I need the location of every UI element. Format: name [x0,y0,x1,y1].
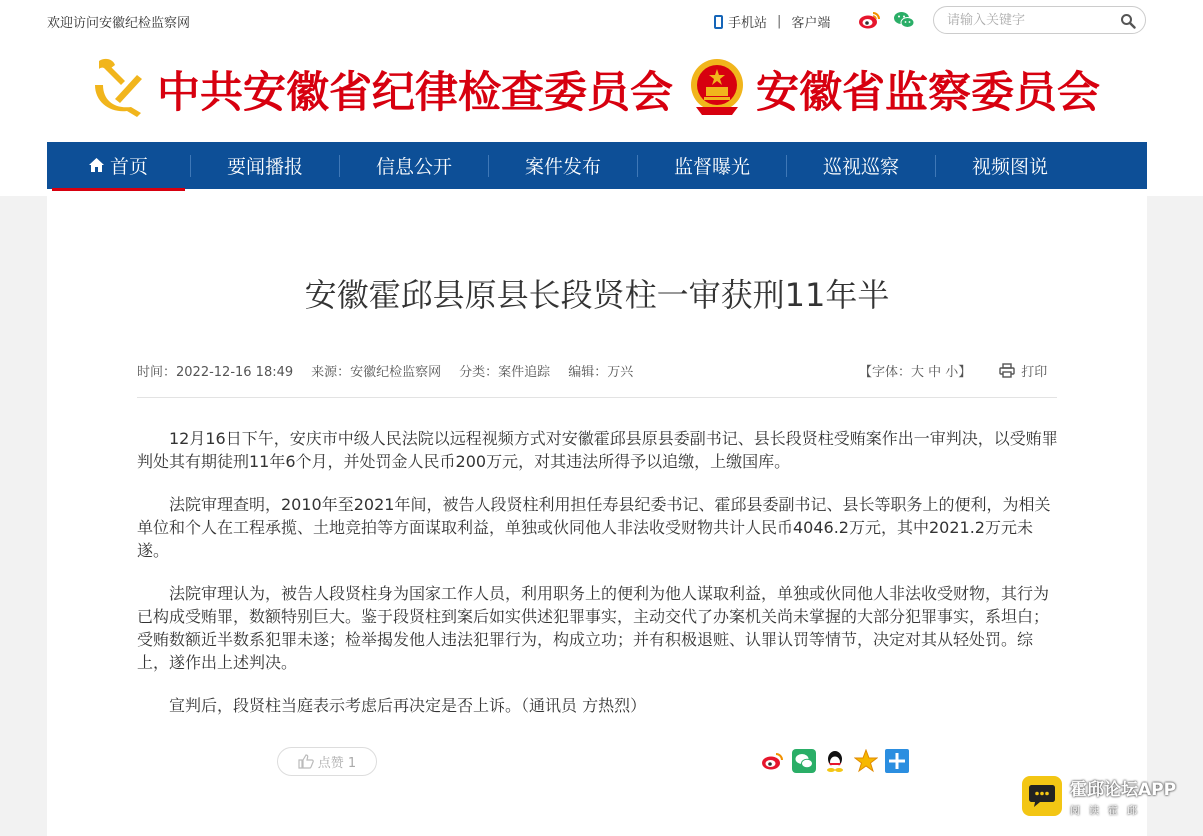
app-name: 霍邱论坛APP [1070,780,1177,800]
article-paragraph: 法院审理查明，2010年至2021年间，被告人段贤柱利用担任寿县纪委书记、霍邱县委副书记、县长等职务上的便利，为相关单位和个人在工程承揽、土地竞拍等方面谋取利益，单独或伙同他人非法收受财物共计人民币4046.2万元，其中2021.2万元未遂。 [137,495,1051,560]
cpc-commission-logo[interactable] [85,55,673,123]
article-category: 分类：案件追踪 [459,365,551,380]
article-body [137,427,1059,737]
article-editor: 编辑：万兴 [568,365,634,380]
party-emblem-icon [85,55,149,123]
search-input[interactable] [945,12,1119,29]
top-links [714,12,830,31]
app-text [1070,775,1176,817]
search-box [933,6,1146,34]
nav-home-label: 首页 [109,156,148,178]
article-paragraph: 宣判后，段贤柱当庭表示考虑后再决定是否上诉。（通讯员 方热烈） [169,696,647,715]
share-weibo-icon[interactable] [761,749,785,773]
mobile-site-link[interactable]: 手机站 [728,16,768,31]
like-label: 点赞 1 [317,756,357,771]
nav-case-release[interactable]: 案件发布 [524,156,601,178]
font-size-control[interactable]: 【字体：大 中 小】 [859,365,972,380]
article-meta [137,361,651,380]
search-icon[interactable] [1120,13,1136,33]
share-bar [761,749,916,773]
share-qzone-star-icon[interactable] [854,749,878,773]
publish-time: 时间：2022-12-16 18:49 [137,365,294,380]
welcome-text: 欢迎访问安徽纪检监察网 [47,16,191,31]
weibo-icon[interactable] [858,10,882,34]
article-paragraph: 12月16日下午，安庆市中级人民法院以远程视频方式对安徽霍邱县原县委副书记、县长段贤柱受贿案作出一审判决，以受贿罪判处其有期徒刑11年6个月，并处罚金人民币200万元，对其违法所得予以追缴，上缴国库。 [137,429,1058,471]
share-wechat-icon[interactable] [792,749,816,773]
print-label: 打印 [1021,365,1048,380]
nav-home[interactable] [47,142,190,189]
separator: | [777,14,782,29]
top-header [0,0,1203,196]
thumbs-up-icon [298,754,314,769]
meta-divider [137,397,1057,398]
app-chat-icon [1022,776,1062,816]
article-paragraph: 法院审理认为，被告人段贤柱身为国家工作人员，利用职务上的便利为他人谋取利益，单独或伙同他人非法收受财物，其行为已构成受贿罪，数额特别巨大。鉴于段贤柱到案后如实供述犯罪事实，主动交代了办案机关尚未掌握的大部分犯罪事实，系坦白；受贿数额近半数系犯罪未遂；检举揭发他人违法犯罪行为，构成立功；并有积极退赃、认罪认罚等情节，决定对其从轻处罚。综上，遂作出上述判决。 [137,584,1050,672]
home-icon [89,155,104,177]
article-tools [859,361,1047,380]
phone-icon [714,15,723,29]
like-button[interactable] [277,747,377,776]
nav-video-gallery[interactable]: 视频图说 [971,156,1048,178]
supervision-commission-title: 安徽省监察委员会 [756,67,1100,118]
client-link[interactable]: 客户端 [791,16,831,31]
supervision-commission-logo[interactable] [688,55,1100,123]
national-emblem-icon [688,55,746,123]
cpc-commission-title: 中共安徽省纪律检查委员会 [157,67,673,118]
nav-news[interactable]: 要闻播报 [226,156,303,178]
share-more-plus-icon[interactable] [885,749,909,773]
article-title: 安徽霍邱县原县长段贤柱一审获刑11年半 [304,276,890,314]
article-container [47,196,1147,836]
main-nav [47,142,1147,189]
app-sub: 阅读霍邱 [1070,806,1146,817]
print-icon [999,363,1015,378]
nav-info-disclosure[interactable]: 信息公开 [375,156,452,178]
article-source: 来源：安徽纪检监察网 [311,365,442,380]
share-qq-icon[interactable] [823,749,847,773]
app-badge[interactable] [1022,775,1176,817]
nav-inspection[interactable]: 巡视巡察 [822,156,899,178]
wechat-icon[interactable] [893,10,915,34]
print-button[interactable] [999,361,1047,380]
nav-supervision-exposure[interactable]: 监督曝光 [673,156,750,178]
